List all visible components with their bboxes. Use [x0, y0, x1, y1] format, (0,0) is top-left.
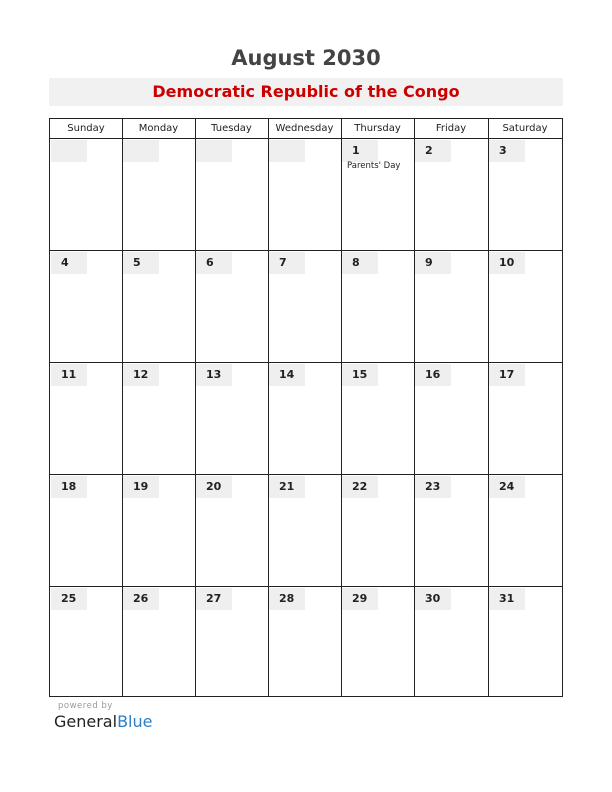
weekday-friday: Friday	[435, 123, 467, 134]
week-divider	[50, 586, 562, 587]
day-number: 1	[342, 140, 378, 162]
brand-general: General	[54, 712, 118, 731]
day-number: 9	[415, 252, 451, 274]
day-number: 7	[269, 252, 305, 274]
weekday-thursday: Thursday	[354, 123, 401, 134]
day-number: 16	[415, 364, 451, 386]
weekday-header-row	[50, 119, 562, 139]
day-number: 23	[415, 476, 451, 498]
day-number: 11	[51, 364, 87, 386]
day-number	[123, 140, 159, 162]
day-number: 25	[51, 588, 87, 610]
generalblue-logo[interactable]	[54, 712, 152, 731]
brand-blue: Blue	[117, 712, 153, 731]
day-number: 31	[489, 588, 525, 610]
weekday-tuesday: Tuesday	[211, 123, 252, 134]
day-number: 17	[489, 364, 525, 386]
day-number: 21	[269, 476, 305, 498]
day-number: 10	[489, 252, 525, 274]
day-number: 12	[123, 364, 159, 386]
day-number: 30	[415, 588, 451, 610]
day-number: 3	[489, 140, 525, 162]
day-number: 4	[51, 252, 87, 274]
weekday-wednesday: Wednesday	[275, 123, 334, 134]
day-number: 26	[123, 588, 159, 610]
day-number: 24	[489, 476, 525, 498]
day-number: 27	[196, 588, 232, 610]
holiday-label: Parents' Day	[347, 161, 401, 171]
day-number: 2	[415, 140, 451, 162]
day-number: 15	[342, 364, 378, 386]
day-number: 20	[196, 476, 232, 498]
week-divider	[50, 362, 562, 363]
weekday-monday: Monday	[138, 123, 179, 134]
day-number	[269, 140, 305, 162]
powered-by-label: powered by	[58, 701, 113, 711]
calendar-grid	[49, 118, 563, 697]
weekday-sunday: Sunday	[67, 123, 105, 134]
calendar-title: August 2030	[231, 46, 381, 70]
country-banner	[49, 78, 563, 106]
weekday-saturday: Saturday	[502, 123, 548, 134]
day-number: 29	[342, 588, 378, 610]
day-number: 6	[196, 252, 232, 274]
day-number: 19	[123, 476, 159, 498]
day-number: 18	[51, 476, 87, 498]
day-number: 28	[269, 588, 305, 610]
day-number: 14	[269, 364, 305, 386]
country-name: Democratic Republic of the Congo	[152, 82, 460, 101]
week-divider	[50, 250, 562, 251]
day-number: 13	[196, 364, 232, 386]
week-divider	[50, 474, 562, 475]
day-number: 5	[123, 252, 159, 274]
day-number: 8	[342, 252, 378, 274]
day-number	[51, 140, 87, 162]
day-number: 22	[342, 476, 378, 498]
day-number	[196, 140, 232, 162]
